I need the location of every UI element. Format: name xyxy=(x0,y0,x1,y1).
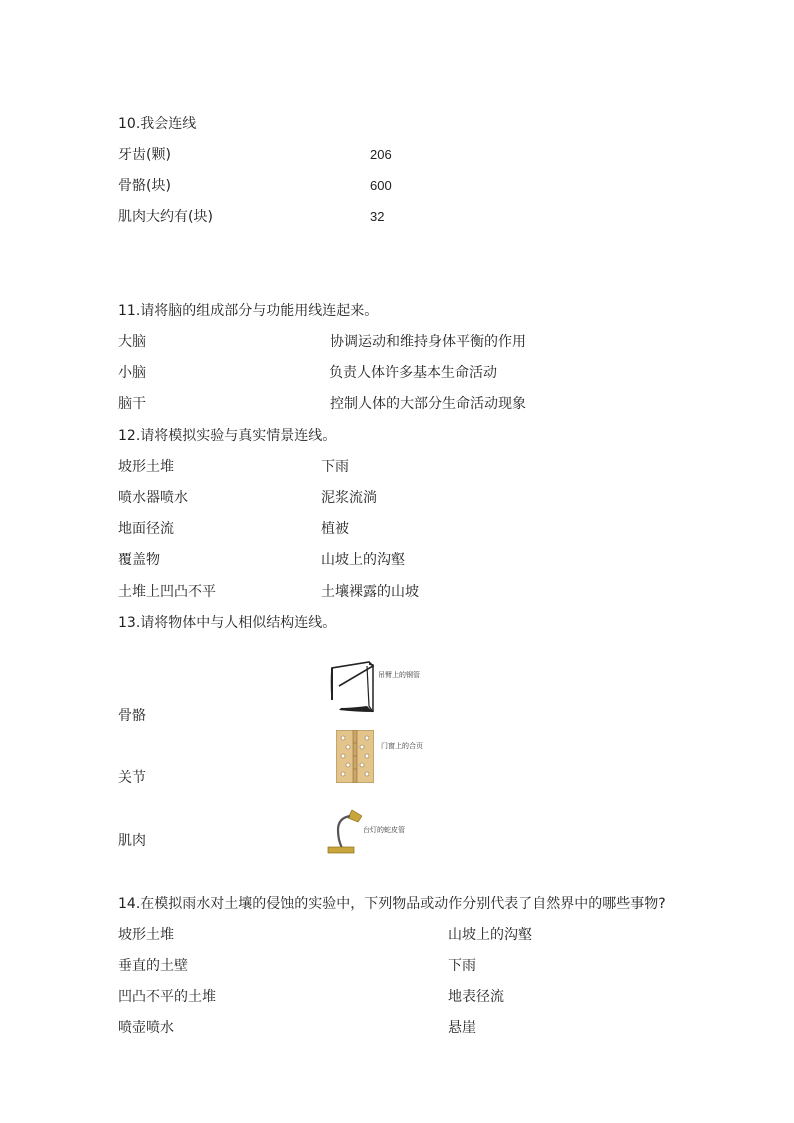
q14-right-4: 悬崖 xyxy=(448,1020,476,1036)
q14-left-3: 凹凸不平的土堆 xyxy=(118,989,216,1005)
q11-right-1: 协调运动和维持身体平衡的作用 xyxy=(330,334,526,350)
q12-left-5: 土堆上凹凸不平 xyxy=(118,584,216,600)
q10-right-2: 600 xyxy=(370,178,392,193)
q14-left-4: 喷壶喷水 xyxy=(118,1020,174,1036)
q12-left-4: 覆盖物 xyxy=(118,552,160,568)
crane-arm-caption: 吊臂上的钢管 xyxy=(378,671,420,679)
q12-right-3: 植被 xyxy=(321,521,349,537)
q10-left-2: 骨骼(块) xyxy=(118,178,171,194)
q12-right-2: 泥浆流淌 xyxy=(321,490,377,506)
desk-lamp-caption: 台灯的蛇皮管 xyxy=(363,826,405,834)
q10-left-1: 牙齿(颗) xyxy=(118,147,171,163)
q12-left-2: 喷水器喷水 xyxy=(118,490,188,506)
q11-left-3: 脑干 xyxy=(118,396,146,412)
crane-arm-image xyxy=(329,660,379,718)
door-hinge-caption: 门窗上的合页 xyxy=(381,742,423,750)
q12-left-1: 坡形土堆 xyxy=(118,459,174,475)
desk-lamp-image xyxy=(326,806,362,856)
q12-right-1: 下雨 xyxy=(321,459,349,475)
q11-right-3: 控制人体的大部分生命活动现象 xyxy=(330,396,526,412)
q13-title: 13.请将物体中与人相似结构连线。 xyxy=(118,615,337,631)
q13-left-3: 肌肉 xyxy=(118,833,146,849)
q12-right-4: 山坡上的沟壑 xyxy=(321,552,405,568)
q10-left-3: 肌肉大约有(块) xyxy=(118,209,213,225)
q14-title: 14.在模拟雨水对土壤的侵蚀的实验中，下列物品或动作分别代表了自然界中的哪些事物? xyxy=(118,896,666,912)
q11-title: 11.请将脑的组成部分与功能用线连起来。 xyxy=(118,303,379,319)
q12-right-5: 土壤裸露的山坡 xyxy=(321,584,419,600)
q11-right-2: 负责人体许多基本生命活动 xyxy=(329,365,497,381)
q10-right-3: 32 xyxy=(370,209,385,224)
q10-title: 10.我会连线 xyxy=(118,116,197,132)
door-hinge-image xyxy=(336,730,374,783)
q13-left-1: 骨骼 xyxy=(118,708,146,724)
q11-left-2: 小脑 xyxy=(118,365,146,381)
q11-left-1: 大脑 xyxy=(118,334,146,350)
q12-title: 12.请将模拟实验与真实情景连线。 xyxy=(118,428,337,444)
q14-right-2: 下雨 xyxy=(448,958,476,974)
q14-right-3: 地表径流 xyxy=(448,989,504,1005)
crane-arm-icon xyxy=(329,660,379,718)
q10-right-1: 206 xyxy=(370,147,392,162)
q14-left-2: 垂直的土壁 xyxy=(118,958,188,974)
q13-left-2: 关节 xyxy=(118,770,146,786)
q14-left-1: 坡形土堆 xyxy=(118,927,174,943)
q14-right-1: 山坡上的沟壑 xyxy=(448,927,532,943)
door-hinge-icon xyxy=(336,730,374,783)
q12-left-3: 地面径流 xyxy=(118,521,174,537)
desk-lamp-icon xyxy=(326,806,362,856)
